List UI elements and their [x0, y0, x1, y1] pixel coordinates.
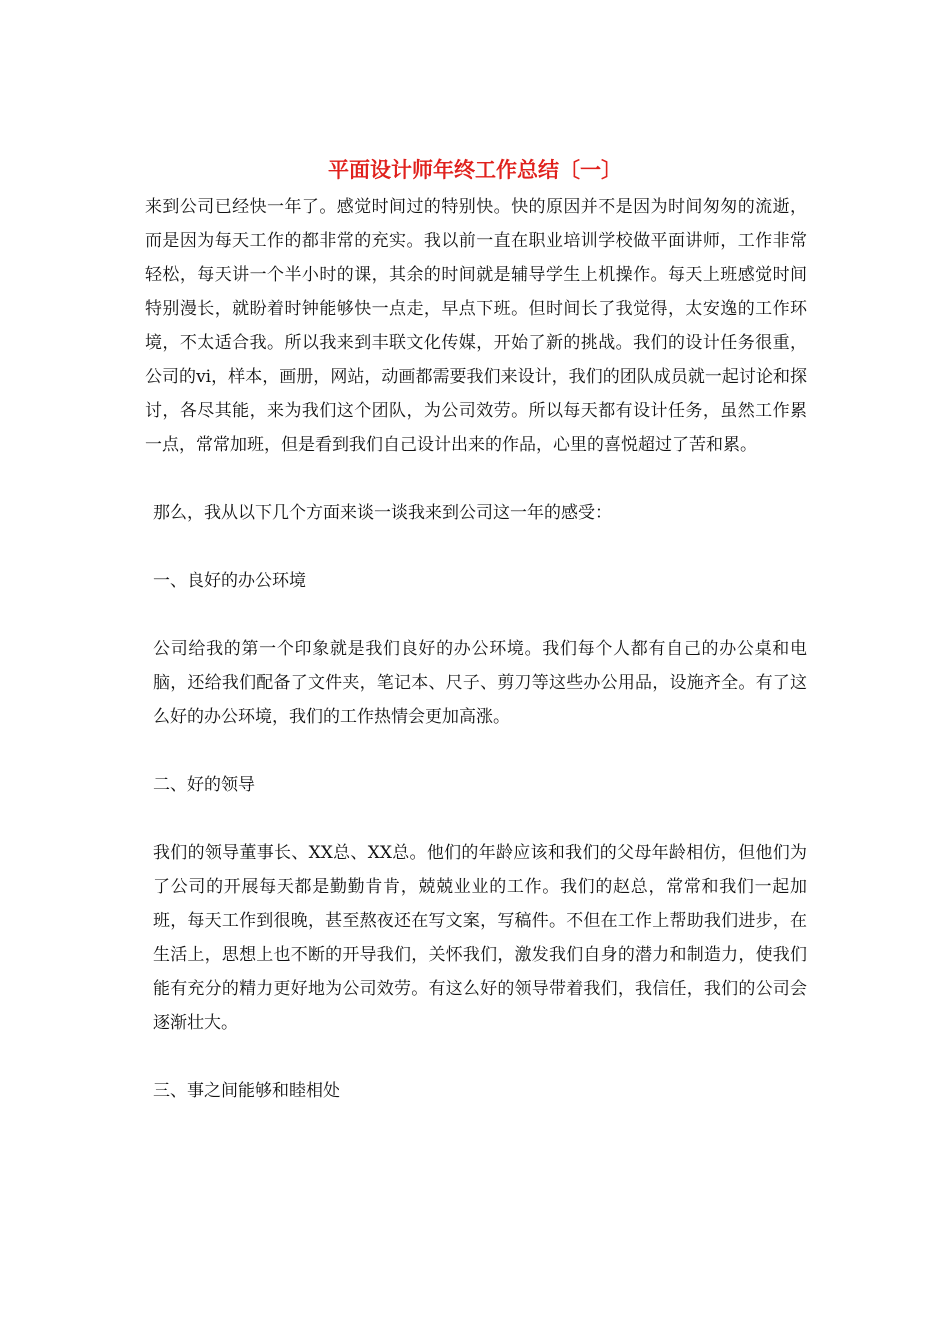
overview-paragraph: 那么，我从以下几个方面来谈一谈我来到公司这一年的感受：	[153, 503, 612, 523]
section-2-paragraph: 我们的领导董事长、XX总、XX总。他们的年龄应该和我们的父母年龄相仿，但他们为了公司的开展每天都是勤勤肯肯，兢兢业业的工作。我们的赵总，常常和我们一起加班，每天工作到很晚，甚至熬夜还在写文案，写稿件。不但在工作上帮助我们进步，在生活上，思想上也不断的开导我们，关怀我们，激发我们自身的潜力和制造力，使我们能有充分的精力更好地为公司效劳。有这么好的领导带着我们，我信任，我们的公司会逐渐壮大。	[153, 843, 807, 1033]
section-heading-3: 三、事之间能够和睦相处	[153, 1081, 340, 1101]
section-heading-1: 一、良好的办公环境	[153, 571, 306, 591]
section-heading-2: 二、好的领导	[153, 775, 255, 795]
document-title: 平面设计师年终工作总结〔一〕	[328, 158, 622, 182]
intro-paragraph: 来到公司已经快一年了。感觉时间过的特别快。快的原因并不是因为时间匆匆的流逝，而是因为每天工作的都非常的充实。我以前一直在职业培训学校做平面讲师，工作非常轻松，每天讲一个半小时的课，其余的时间就是辅导学生上机操作。每天上班感觉时间特别漫长，就盼着时钟能够快一点走，早点下班。但时间长了我觉得，太安逸的工作环境，不太适合我。所以我来到丰联文化传媒，开始了新的挑战。我们的设计任务很重，公司的vi，样本，画册，网站，动画都需要我们来设计，我们的团队成员就一起讨论和探讨，各尽其能，来为我们这个团队，为公司效劳。所以每天都有设计任务，虽然工作累一点，常常加班，但是看到我们自己设计出来的作品，心里的喜悦超过了苦和累。	[145, 197, 807, 455]
document-body	[145, 190, 807, 1108]
section-1-paragraph: 公司给我的第一个印象就是我们良好的办公环境。我们每个人都有自己的办公桌和电脑，还给我们配备了文件夹，笔记本、尺子、剪刀等这些办公用品，设施齐全。有了这么好的办公环境，我们的工作热情会更加高涨。	[153, 639, 807, 727]
